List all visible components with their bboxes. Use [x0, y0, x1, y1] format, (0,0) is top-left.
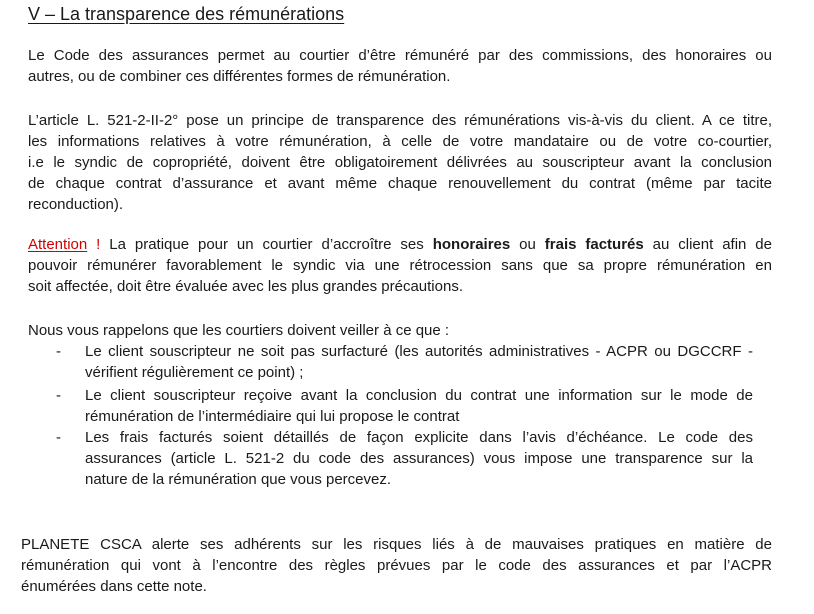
list-item-line: rémunération de l’intermédiaire qui lui propose le contrat — [85, 408, 460, 425]
paragraph-remuneration-forms — [28, 45, 772, 87]
obligations-list — [28, 341, 772, 490]
paragraph-line: L’article L. 521-2-II-2° pose un principe de transparence des rémunérations vis-à-vis du client. A ce titre, — [28, 112, 772, 129]
paragraph-line: les informations relatives à votre rémunération, à celle de votre mandataire ou de votre co-courtier, — [28, 133, 772, 150]
list-item-line: Le client souscripteur reçoive avant la conclusion du contrat une information sur le mode de — [85, 387, 753, 404]
paragraph-reminder-intro — [28, 320, 772, 341]
paragraph-line: Nous vous rappelons que les courtiers doivent veiller à ce que : — [28, 322, 450, 339]
list-item — [28, 385, 772, 427]
list-dash: - — [56, 429, 61, 446]
paragraph-line: rémunération qui vont à l’encontre des règles prévues par le code des assurances et par l’ACPR — [21, 557, 772, 574]
paragraph-line: pouvoir rémunérer favorablement le syndic via une rétrocession sans que sa propre rémunération en — [28, 257, 772, 274]
paragraph-line: PLANETE CSCA alerte ses adhérents sur les risques liés à de mauvaises pratiques en matière de — [21, 536, 772, 553]
list-dash: - — [56, 387, 61, 404]
paragraph-line — [28, 234, 772, 255]
list-item — [28, 341, 772, 383]
paragraph-line: autres, ou de combiner ces différentes formes de rémunération. — [28, 68, 451, 85]
exclamation-mark: ! — [96, 236, 101, 253]
list-item — [28, 427, 772, 490]
honoraires-bold: honoraires — [432, 236, 511, 253]
paragraph-transparency-principle — [28, 110, 772, 215]
paragraph-line: soit affectée, doit être évaluée avec les plus grandes précautions. — [28, 278, 463, 295]
paragraph-line: reconduction). — [28, 196, 124, 213]
attention-intro-text: La pratique pour un courtier d’accroître ses — [100, 236, 433, 253]
paragraph-line: énumérées dans cette note. — [21, 578, 207, 595]
paragraph-line: de chaque contrat d’assurance et avant même chaque renouvellement du contrat (même par tacite — [28, 175, 772, 192]
list-item-line: Les frais facturés soient détaillés de façon explicite dans l’avis d’échéance. Le code des — [85, 429, 753, 446]
list-item-line: Le client souscripteur ne soit pas surfacturé (les autorités administratives - ACPR ou DGCCRF - — [85, 343, 753, 360]
attention-label: Attention — [28, 236, 88, 253]
ou-text: ou — [510, 236, 545, 253]
paragraph-line: Le Code des assurances permet au courtier d’être rémunéré par des commissions, des honoraires ou — [28, 47, 772, 64]
list-dash: - — [56, 343, 61, 360]
list-item-line: vérifient régulièrement ce point) ; — [85, 364, 304, 381]
frais-factures-bold: frais facturés — [544, 236, 644, 253]
paragraph-attention-warning — [28, 234, 772, 297]
list-item-line: assurances (article L. 521-2 du code des assurances) vous impose une transparence sur la — [85, 450, 753, 467]
list-item-line: nature de la rémunération que vous percevez. — [85, 471, 392, 488]
paragraph-line: i.e le syndic de copropriété, doivent être obligatoirement délivrées au souscripteur avant la conclusion — [28, 154, 772, 171]
attention-line1-end: au client afin de — [643, 236, 772, 253]
section-heading: V – La transparence des rémunérations — [28, 4, 345, 24]
paragraph-planete-csca-alert — [21, 534, 772, 597]
